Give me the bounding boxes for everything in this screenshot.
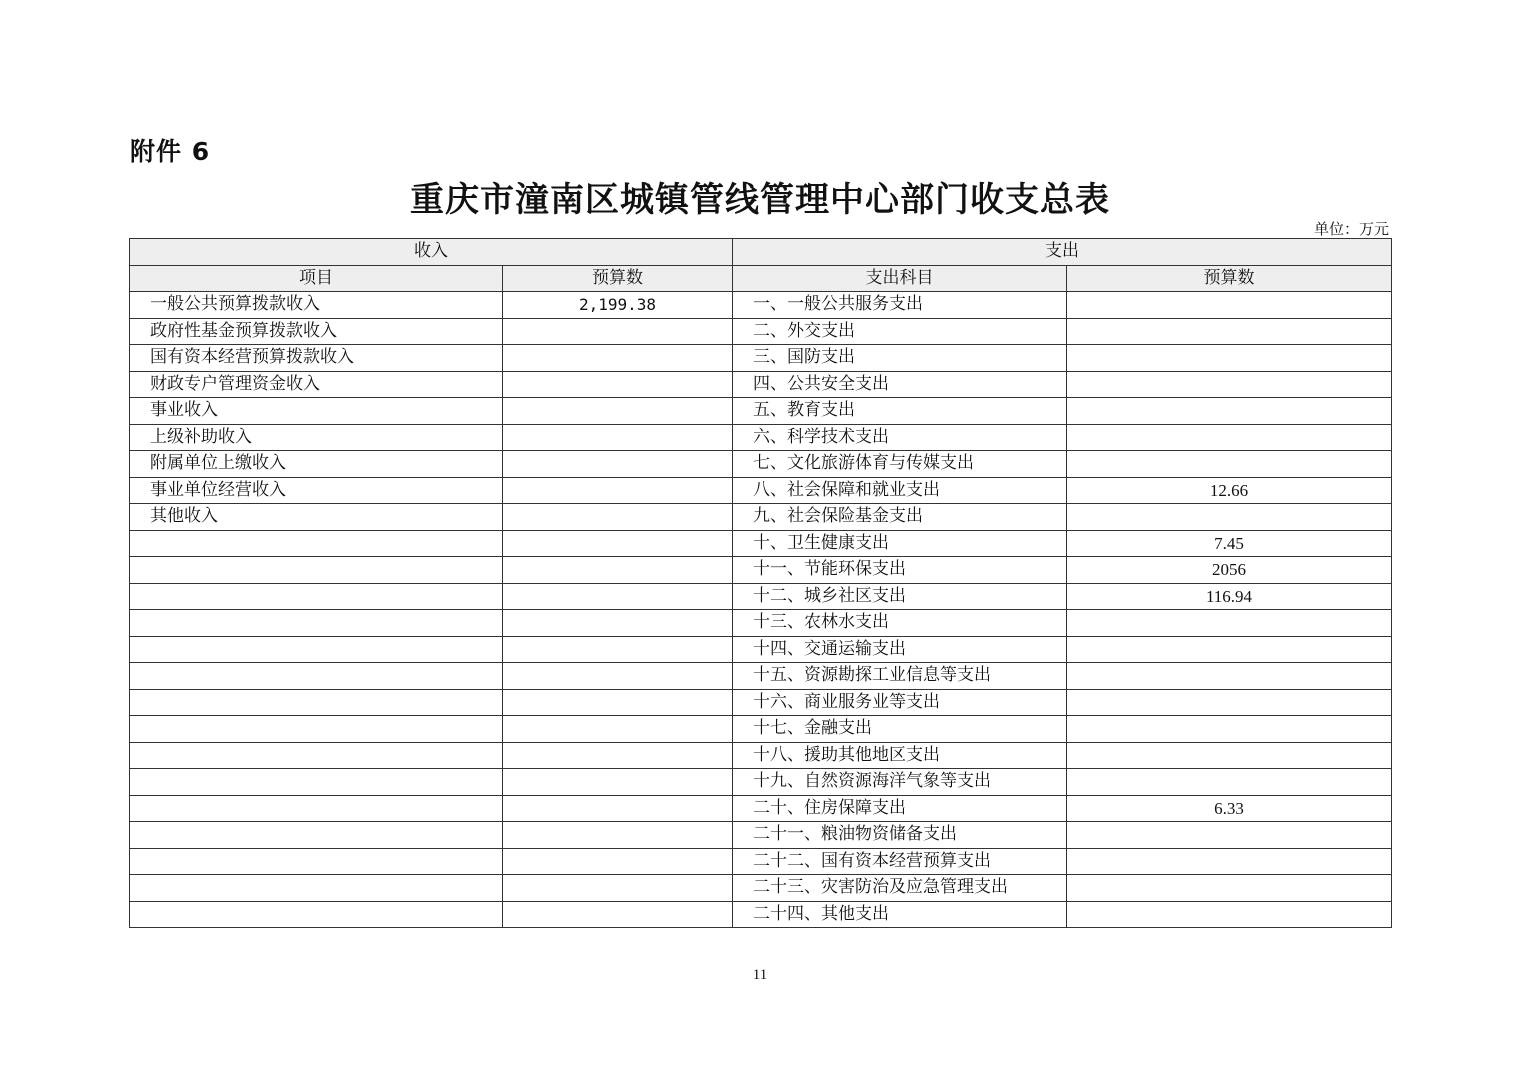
expense-group-header: 支出	[733, 239, 1392, 266]
table-row	[130, 530, 1392, 557]
income-budget-cell	[503, 371, 733, 398]
income-item-cell	[130, 610, 503, 637]
table-body	[130, 292, 1392, 928]
income-item-cell	[130, 530, 503, 557]
income-budget-cell	[503, 901, 733, 928]
expense-budget-cell: 2056	[1067, 557, 1392, 584]
expense-item-cell: 十五、资源勘探工业信息等支出	[733, 663, 1067, 690]
income-budget-cell	[503, 504, 733, 531]
expense-budget-cell	[1067, 504, 1392, 531]
income-budget-cell	[503, 795, 733, 822]
expense-budget-cell: 7.45	[1067, 530, 1392, 557]
expense-item-header: 支出科目	[733, 265, 1067, 292]
income-item-cell	[130, 875, 503, 902]
income-budget-cell	[503, 451, 733, 478]
income-budget-cell	[503, 689, 733, 716]
expense-item-cell: 十三、农林水支出	[733, 610, 1067, 637]
expense-budget-cell	[1067, 901, 1392, 928]
table-row	[130, 292, 1392, 319]
expense-item-cell: 一、一般公共服务支出	[733, 292, 1067, 319]
income-item-cell: 国有资本经营预算拨款收入	[130, 345, 503, 372]
expense-item-cell: 四、公共安全支出	[733, 371, 1067, 398]
income-budget-header: 预算数	[503, 265, 733, 292]
expense-budget-cell	[1067, 636, 1392, 663]
income-item-cell	[130, 822, 503, 849]
income-item-cell	[130, 636, 503, 663]
expense-budget-cell	[1067, 371, 1392, 398]
expense-item-cell: 二十、住房保障支出	[733, 795, 1067, 822]
expense-item-cell: 十九、自然资源海洋气象等支出	[733, 769, 1067, 796]
table-row	[130, 318, 1392, 345]
expense-budget-cell	[1067, 610, 1392, 637]
table-row	[130, 795, 1392, 822]
income-item-cell: 事业收入	[130, 398, 503, 425]
table-row	[130, 875, 1392, 902]
income-budget-cell: 2,199.38	[503, 292, 733, 319]
table-row	[130, 742, 1392, 769]
income-item-cell: 一般公共预算拨款收入	[130, 292, 503, 319]
table-row	[130, 716, 1392, 743]
income-budget-cell	[503, 636, 733, 663]
table-row	[130, 451, 1392, 478]
expense-budget-cell	[1067, 769, 1392, 796]
income-item-cell	[130, 663, 503, 690]
income-item-cell	[130, 583, 503, 610]
income-item-cell	[130, 769, 503, 796]
income-budget-cell	[503, 742, 733, 769]
income-budget-cell	[503, 848, 733, 875]
income-item-cell	[130, 795, 503, 822]
table-row	[130, 769, 1392, 796]
income-budget-cell	[503, 398, 733, 425]
income-budget-cell	[503, 318, 733, 345]
expense-item-cell: 二十一、粮油物资储备支出	[733, 822, 1067, 849]
income-item-cell	[130, 901, 503, 928]
income-budget-cell	[503, 530, 733, 557]
income-budget-cell	[503, 557, 733, 584]
income-item-cell: 财政专户管理资金收入	[130, 371, 503, 398]
expense-item-cell: 八、社会保障和就业支出	[733, 477, 1067, 504]
expense-item-cell: 十六、商业服务业等支出	[733, 689, 1067, 716]
expense-budget-cell	[1067, 292, 1392, 319]
income-budget-cell	[503, 769, 733, 796]
table-row	[130, 371, 1392, 398]
page-number: 11	[752, 967, 768, 983]
expense-budget-cell	[1067, 424, 1392, 451]
income-budget-cell	[503, 875, 733, 902]
expense-budget-cell	[1067, 451, 1392, 478]
table-row	[130, 822, 1392, 849]
budget-table	[129, 238, 1392, 928]
expense-budget-cell	[1067, 318, 1392, 345]
income-item-cell	[130, 716, 503, 743]
expense-item-cell: 二十二、国有资本经营预算支出	[733, 848, 1067, 875]
income-budget-cell	[503, 345, 733, 372]
income-item-cell: 附属单位上缴收入	[130, 451, 503, 478]
expense-budget-cell: 116.94	[1067, 583, 1392, 610]
income-item-cell: 上级补助收入	[130, 424, 503, 451]
income-budget-cell	[503, 610, 733, 637]
expense-item-cell: 十、卫生健康支出	[733, 530, 1067, 557]
expense-budget-cell	[1067, 875, 1392, 902]
expense-item-cell: 十七、金融支出	[733, 716, 1067, 743]
table-group-header-row	[130, 239, 1392, 266]
table-row	[130, 848, 1392, 875]
table-row	[130, 636, 1392, 663]
income-budget-cell	[503, 822, 733, 849]
income-item-cell: 政府性基金预算拨款收入	[130, 318, 503, 345]
income-item-cell	[130, 557, 503, 584]
expense-item-cell: 十一、节能环保支出	[733, 557, 1067, 584]
income-group-header: 收入	[130, 239, 733, 266]
expense-budget-cell	[1067, 822, 1392, 849]
page-title: 重庆市潼南区城镇管线管理中心部门收支总表	[410, 180, 1110, 220]
table-row	[130, 557, 1392, 584]
expense-item-cell: 十二、城乡社区支出	[733, 583, 1067, 610]
expense-item-cell: 九、社会保险基金支出	[733, 504, 1067, 531]
expense-budget-cell	[1067, 716, 1392, 743]
table-row	[130, 424, 1392, 451]
unit-label: 单位：万元	[1313, 220, 1389, 238]
expense-budget-cell	[1067, 742, 1392, 769]
table-row	[130, 345, 1392, 372]
income-item-cell: 其他收入	[130, 504, 503, 531]
expense-budget-cell	[1067, 398, 1392, 425]
expense-item-cell: 六、科学技术支出	[733, 424, 1067, 451]
expense-budget-cell	[1067, 663, 1392, 690]
expense-budget-header: 预算数	[1067, 265, 1392, 292]
table-column-header-row	[130, 265, 1392, 292]
expense-item-cell: 十八、援助其他地区支出	[733, 742, 1067, 769]
income-item-cell: 事业单位经营收入	[130, 477, 503, 504]
expense-budget-cell	[1067, 689, 1392, 716]
expense-item-cell: 十四、交通运输支出	[733, 636, 1067, 663]
table-row	[130, 610, 1392, 637]
income-budget-cell	[503, 663, 733, 690]
income-item-cell	[130, 689, 503, 716]
expense-budget-cell: 6.33	[1067, 795, 1392, 822]
table-row	[130, 504, 1392, 531]
expense-budget-cell: 12.66	[1067, 477, 1392, 504]
expense-item-cell: 七、文化旅游体育与传媒支出	[733, 451, 1067, 478]
income-budget-cell	[503, 583, 733, 610]
expense-item-cell: 二十三、灾害防治及应急管理支出	[733, 875, 1067, 902]
table-row	[130, 398, 1392, 425]
attachment-label: 附件 6	[130, 137, 211, 166]
table-row	[130, 689, 1392, 716]
income-item-cell	[130, 848, 503, 875]
income-item-header: 项目	[130, 265, 503, 292]
income-item-cell	[130, 742, 503, 769]
table-row	[130, 477, 1392, 504]
table-row	[130, 663, 1392, 690]
income-budget-cell	[503, 477, 733, 504]
expense-budget-cell	[1067, 345, 1392, 372]
expense-item-cell: 五、教育支出	[733, 398, 1067, 425]
income-budget-cell	[503, 424, 733, 451]
income-budget-cell	[503, 716, 733, 743]
expense-item-cell: 二、外交支出	[733, 318, 1067, 345]
table-row	[130, 901, 1392, 928]
expense-item-cell: 二十四、其他支出	[733, 901, 1067, 928]
expense-item-cell: 三、国防支出	[733, 345, 1067, 372]
expense-budget-cell	[1067, 848, 1392, 875]
table-row	[130, 583, 1392, 610]
